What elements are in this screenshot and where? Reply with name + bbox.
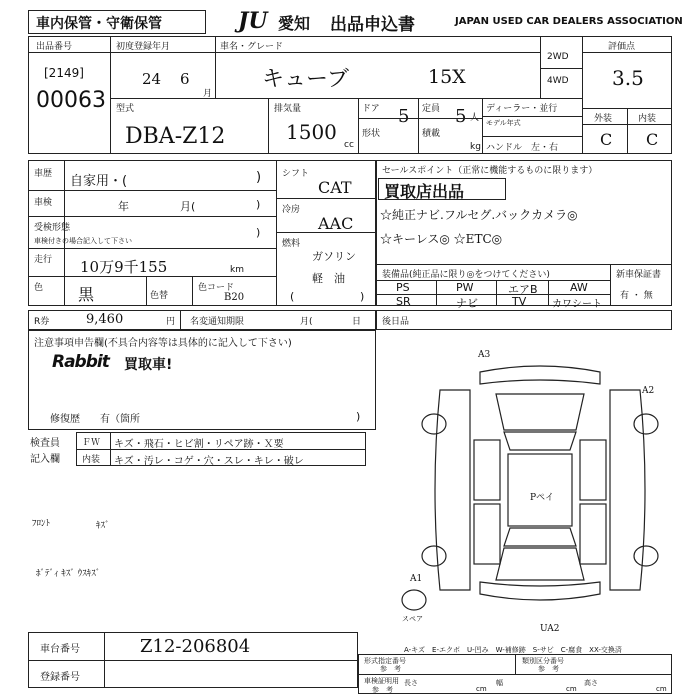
fw-items: キズ・飛石・ヒビ割・リペア跡・Ｘ要 (114, 439, 284, 450)
equip-leather: カワシート (552, 299, 602, 310)
height-label: 高さ (584, 679, 598, 687)
scribble-3: ﾎﾞﾃﾞｨ ｷｽﾞ ｳｽｷｽﾞ (36, 569, 101, 579)
int-label: 内装 (638, 114, 657, 124)
diesel-label: 軽 油 (312, 272, 345, 285)
interior-label: 内装 (82, 455, 101, 465)
scribble-1: ﾌﾛﾝﾄ (32, 519, 51, 529)
inspection-month: 月( (180, 200, 196, 213)
history-value: 自家用・( (70, 174, 128, 189)
form2-ref: 参 考 (538, 665, 559, 673)
history-close: ) (256, 170, 262, 185)
equipment-label: 装備品(純正品に限り◎をつけてください) (382, 270, 550, 280)
width-cm: cm (566, 685, 577, 693)
inspector-label: 検査員 (30, 438, 60, 449)
form1-ref: 参 考 (380, 665, 401, 673)
mileage-value: 10万9千155 (80, 258, 168, 276)
notes-brand: Rabbit (52, 352, 109, 372)
int-grade: C (646, 130, 659, 149)
color-label: 色 (34, 283, 44, 293)
cooler-value: AAC (318, 214, 354, 233)
model-year-label: モデル年式 (486, 119, 521, 127)
width-label: 幅 (496, 679, 503, 687)
fuel-value: ガソリン (312, 250, 356, 263)
kg-label: kg (470, 142, 481, 152)
ext-grade: C (600, 130, 613, 149)
color-code: B20 (224, 292, 245, 303)
length-label: 長さ (404, 679, 418, 687)
mark-ua2: UA2 (540, 624, 560, 634)
cooler-label: 冷房 (282, 205, 301, 215)
mark-paint: Pペイ (530, 493, 555, 503)
sales-line-2: ☆キーレス◎ ☆ETC◎ (380, 232, 503, 246)
warranty-label: 新車保証書 (616, 270, 662, 280)
color-code-label: 色コード (198, 283, 235, 293)
form1-label: 形式指定番号 (364, 657, 406, 665)
fuel-close: ) (360, 290, 365, 303)
equip-ps: PS (396, 281, 410, 294)
reg-month: 6 (180, 70, 190, 88)
deadline-label: 名変通知期限 (190, 317, 245, 327)
fitted-row (376, 310, 672, 330)
lot-number: 00063 (36, 88, 106, 113)
doors: 5 (398, 106, 410, 127)
persons-label: 人 (470, 113, 480, 123)
fuel-label: 燃料 (282, 239, 301, 249)
reg-year: 24 (142, 70, 162, 88)
mileage-label: 走行 (34, 255, 53, 265)
notes-text: 買取車! (124, 357, 173, 373)
scribble-2: ｷｽﾞ (96, 521, 110, 531)
equip-navi: ナビ (456, 297, 478, 310)
mark-a2: A2 (642, 386, 655, 396)
deadline-day: 日 (352, 317, 362, 327)
handle-label: ハンドル 左・右 (486, 143, 559, 153)
receipt-label: 受検形態 (34, 223, 71, 233)
mark-a3: A3 (478, 350, 491, 360)
first-reg-label: 初度登録年月 (116, 42, 171, 52)
score-label: 評価点 (608, 42, 636, 52)
model-code-label: 型式 (116, 104, 135, 114)
r-ticket-amount: 9,460 (86, 312, 124, 327)
cert-label: 車検証明用 (364, 677, 399, 685)
repair-label: 修復歴 有（箇所 (50, 414, 140, 425)
region: 愛知 (278, 14, 311, 33)
r-yen-label: 円 (166, 317, 176, 327)
spare-label: スペア (402, 615, 423, 623)
reg-no-label: 登録番号 (40, 672, 80, 683)
chassis-number: Z12-206804 (140, 636, 251, 657)
model-grade-label: 車名・グレード (220, 42, 284, 52)
fitted-label: 後日品 (382, 317, 410, 327)
lot-number-label: 出品番号 (36, 42, 73, 52)
cc-label: cc (344, 140, 354, 150)
damage-legend: A-キズ E-エクボ U-凹み W-補修跡 S-サビ C-腐食 XX-交換済 (404, 646, 622, 654)
entry-label: 記入欄 (30, 454, 60, 465)
color-value: 黒 (78, 285, 95, 304)
interior-items: キズ・汚レ・コゲ・穴・スレ・キレ・破レ (114, 456, 304, 467)
displacement-label: 排気量 (274, 104, 302, 114)
length-cm: cm (476, 685, 487, 693)
shape-label: 形状 (362, 129, 381, 139)
sales-title: 買取店出品 (384, 182, 465, 201)
capacity-label: 定員 (422, 104, 441, 114)
grade: 15X (428, 66, 466, 88)
4wd-label: 4WD (547, 76, 569, 86)
equip-pw: PW (456, 281, 474, 294)
mark-a1: A1 (410, 574, 423, 584)
sales-point-label: セールスポイント（正常に機能するものに限ります） (382, 166, 598, 176)
2wd-label: 2WD (547, 52, 569, 62)
doors-label: ドア (362, 104, 380, 114)
inspection-label: 車検 (34, 198, 53, 208)
capacity: 5 (455, 106, 467, 127)
reg-month-suffix: 月 (203, 89, 213, 99)
ext-label: 外装 (594, 114, 613, 124)
sales-line-1: ☆純正ナビ.フルセグ.バックカメラ◎ (380, 208, 578, 222)
equip-airbag: エアB (508, 283, 538, 296)
association-name: JAPAN USED CAR DEALERS ASSOCIATION (455, 16, 683, 27)
form-title: 出品申込書 (330, 15, 415, 35)
model-name: キューブ (262, 67, 349, 92)
ju-logo: JU (238, 8, 268, 34)
inspection-year: 年 (118, 200, 129, 213)
storage-label: 車内保管・守衛保管 (36, 16, 162, 32)
equip-tv: TV (512, 295, 527, 308)
cert-ref: 参 考 (372, 686, 393, 694)
receipt-note: 車検付きの場合記入して下さい (34, 237, 132, 245)
model-code: DBA-Z12 (125, 124, 226, 149)
r-ticket-label: R券 (34, 317, 50, 327)
lot-code: [2149] (44, 66, 84, 80)
displacement: 1500 (286, 120, 337, 144)
km-label: km (230, 265, 244, 275)
color-change-label: 色替 (150, 291, 169, 301)
fw-label: ＦＷ (82, 438, 101, 448)
height-cm: cm (656, 685, 667, 693)
shift-label: シフト (282, 169, 310, 179)
score: 3.5 (612, 66, 644, 90)
chassis-label: 車台番号 (40, 644, 80, 655)
warranty-yes-no: 有 ・ 無 (620, 291, 653, 301)
form2-label: 類別区分番号 (522, 657, 564, 665)
deadline-month: 月( (300, 317, 313, 327)
equip-sr: SR (396, 295, 411, 308)
weight-label: 積載 (422, 129, 441, 139)
notes-label: 注意事項申告欄(不具合内容等は具体的に記入して下さい) (34, 338, 292, 349)
receipt-close: ) (256, 226, 261, 239)
history-label: 車歴 (34, 169, 53, 179)
equip-aw: AW (570, 281, 588, 294)
repair-close: ) (356, 410, 361, 423)
dealer-label: ディーラー・並行 (486, 104, 558, 114)
inspection-close: ) (256, 198, 261, 211)
shift-value: CAT (318, 178, 352, 197)
